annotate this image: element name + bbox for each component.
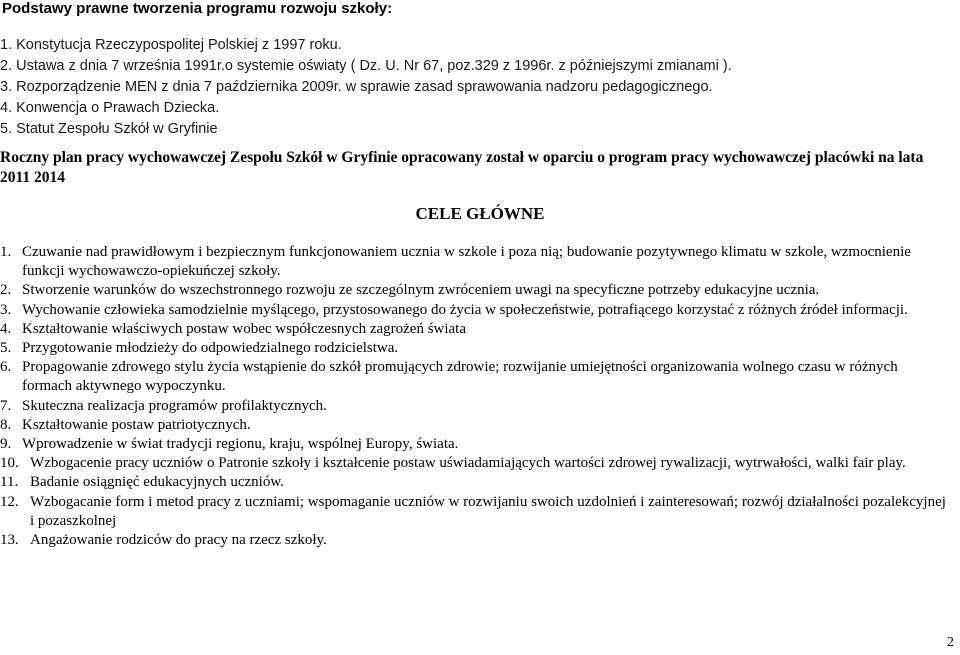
item-number: 11. — [0, 474, 19, 491]
item-number: 4. — [0, 320, 12, 337]
item-text: Skuteczna realizacja programów profilaktycznych. — [22, 397, 327, 414]
item-number: 7. — [0, 397, 12, 414]
item-number: 12. — [0, 493, 19, 510]
page-heading: Podstawy prawne tworzenia programu rozwoju szkoły: — [2, 0, 393, 17]
item-number: 1. — [0, 244, 12, 260]
item-text: Wychowanie człowieka samodzielnie myślącego, przystosowanego do życia w społeczeństwie, potrafiącego korzystać z różnych źródeł informacji. — [22, 301, 908, 318]
item-text: Statut Zespołu Szkół w Gryfinie — [16, 121, 218, 137]
list-item — [0, 454, 950, 473]
item-number: 2. — [0, 58, 13, 74]
list-item — [0, 56, 732, 77]
list-item — [0, 473, 950, 492]
item-number: 6. — [0, 359, 12, 376]
item-number: 13. — [0, 532, 19, 549]
legal-basis-list — [0, 35, 732, 140]
item-text: Badanie osiągnięć edukacyjnych uczniów. — [30, 474, 284, 491]
item-number: 3. — [0, 79, 13, 95]
item-text: Kształtowanie postaw patriotycznych. — [22, 416, 251, 433]
item-text: Czuwanie nad prawidłowym i bezpiecznym funkcjonowaniem ucznia w szkole i poza nią; budowanie pozytywnego klimatu w szkole, wzmocnienie funkcji wychowawczo-opiekuńczej szkoły. — [22, 244, 911, 280]
list-item — [0, 531, 950, 550]
item-text: Wzbogacanie form i metod pracy z uczniami; wspomaganie uczniów w rozwijaniu swoich uzdolnień i zainteresowań; rozwój działalności pozalekcyjnej i pozaszkolnej — [30, 493, 946, 529]
list-item — [0, 435, 950, 454]
item-number: 5. — [0, 340, 12, 357]
list-item — [0, 397, 950, 416]
list-item — [0, 77, 732, 98]
page-number: 2 — [947, 635, 954, 650]
list-item — [0, 339, 950, 358]
list-item — [0, 493, 950, 531]
item-text: Kształtowanie właściwych postaw wobec współczesnych zagrożeń świata — [22, 320, 467, 337]
item-text: Konstytucja Rzeczypospolitej Polskiej z 1997 roku. — [16, 37, 342, 53]
list-item — [0, 320, 950, 339]
item-text: Rozporządzenie MEN z dnia 7 października 2009r. w sprawie zasad sprawowania nadzoru pedagogicznego. — [16, 79, 713, 95]
item-number: 9. — [0, 436, 12, 453]
item-text: Propagowanie zdrowego stylu życia wstąpienie do szkół promujących zdrowie; rozwijanie umiejętności organizowania wolnego czasu w różnych formach aktywnego wypoczynku. — [22, 359, 898, 395]
list-item — [0, 35, 732, 56]
list-item — [0, 358, 950, 396]
item-text: Stworzenie warunków do wszechstronnego rozwoju ze szczególnym zwróceniem uwagi na specyficzne potrzeby edukacyjne ucznia. — [22, 282, 820, 299]
list-item — [0, 119, 732, 140]
item-number: 4. — [0, 100, 13, 116]
list-item — [0, 243, 950, 281]
item-number: 8. — [0, 416, 12, 433]
list-item — [0, 98, 732, 119]
item-number: 5. — [0, 121, 13, 137]
plan-intro: Roczny plan pracy wychowawczej Zespołu Szkół w Gryfinie opracowany został w oparciu o program pracy wychowawczej placówki na lata 2011 2014 — [0, 149, 924, 186]
section-title: CELE GŁÓWNE — [415, 204, 545, 223]
item-text: Wprowadzenie w świat tradycji regionu, kraju, wspólnej Europy, świata. — [22, 436, 459, 453]
item-number: 2. — [0, 282, 12, 299]
list-item — [0, 281, 950, 300]
goals-list — [0, 243, 950, 550]
item-number: 1. — [0, 37, 13, 53]
list-item — [0, 416, 950, 435]
item-number: 10. — [0, 455, 19, 472]
item-text: Konwencja o Prawach Dziecka. — [16, 100, 220, 116]
item-text: Ustawa z dnia 7 września 1991r.o systemie oświaty ( Dz. U. Nr 67, poz.329 z 1996r. z późniejszymi zmianami ). — [16, 58, 732, 74]
item-number: 3. — [0, 301, 12, 318]
item-text: Wzbogacenie pracy uczniów o Patronie szkoły i kształcenie postaw uświadamiających wartości zdrowej rywalizacji, wytrwałości, walki fair play. — [30, 455, 906, 472]
item-text: Przygotowanie młodzieży do odpowiedzialnego rodzicielstwa. — [22, 340, 399, 357]
item-text: Angażowanie rodziców do pracy na rzecz szkoły. — [30, 532, 327, 549]
list-item — [0, 301, 950, 320]
